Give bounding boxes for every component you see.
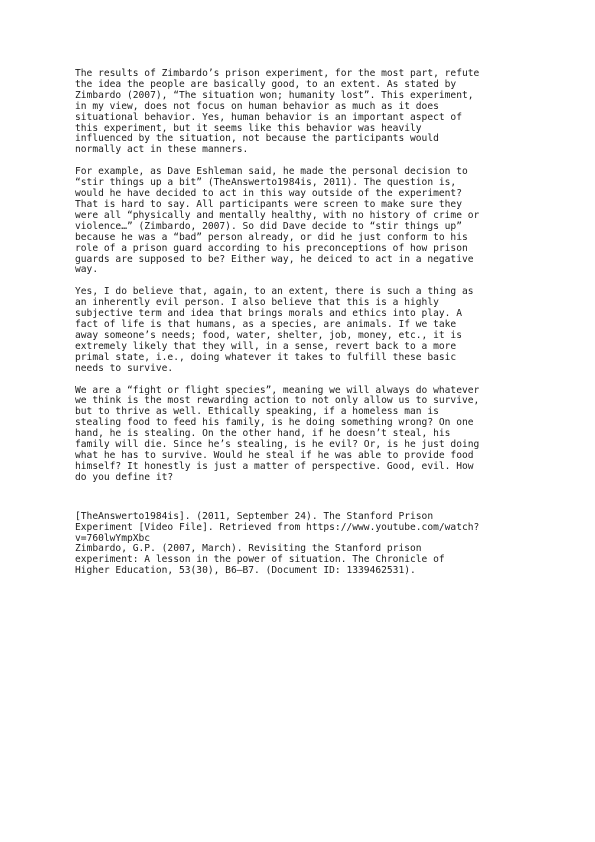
- paragraph-4: We are a “fight or flight species”, meaning we will always do whatever we think is the most rewarding action to not only allow us to survive, but to thrive as well. Ethically speaking, if a homeless man is stealing food to feed his family, is he doing something wrong? On one hand, he is stealing. On the other hand, if he doesn’t steal, his family will die. Since he’s stealing, is he evil? Or, is he just doing what he has to survive. Would he steal if he was able to provide food himself? It honestly is just a matter of perspective. Good, evil. How do you define it?: [75, 384, 480, 483]
- paragraph-2: For example, as Dave Eshleman said, he made the personal decision to “stir things up a bit” (TheAnswerto1984is, 2011). The question is, would he have decided to act in this way outside of the experiment? That is hard to say. All participants were screen to make sure they were all “physically and mentally healthy, with no history of crime or violence…” (Zimbardo, 2007). So did Dave decide to “stir things up” because he was a “bad” person already, or did he just conform to his role of a prison guard according to his preconceptions of how prison guards are supposed to be? Either way, he deiced to act in a negative way.: [75, 166, 480, 276]
- paragraph-1: The results of Zimbardo’s prison experiment, for the most part, refute the idea the people are basically good, to an extent. As stated by Zimbardo (2007), “The situation won; humanity lost”. This experiment, in my view, does not focus on human behavior as much as it does situational behavior. Yes, human behavior is an important aspect of this experiment, but it seems like this behavior was heavily influenced by the situation, not because the participants would normally act in these manners.: [75, 68, 480, 156]
- paragraph-3: Yes, I do believe that, again, to an extent, there is such a thing as an inherently evil person. I also believe that this is a highly subjective term and idea that brings morals and ethics into play. A fact of life is that humans, as a species, are animals. If we take away someone’s needs; food, water, shelter, job, money, etc., it is extremely likely that they will, in a sense, revert back to a more primal state, i.e., doing whatever it takes to fulfill these basic needs to survive.: [75, 286, 474, 374]
- document-body: [75, 69, 525, 577]
- reference-1: [TheAnswerto1984is]. (2011, September 24). The Stanford Prison Experiment [Video File]. Retrieved from https://www.youtube.com/watch? v=760lwYmpXbc: [75, 510, 480, 544]
- reference-2: Zimbardo, G.P. (2007, March). Revisiting the Stanford prison experiment: A lesson in the power of situation. The Chronicle of Higher Education, 53(30), B6–B7. (Document ID: 1339462531).: [75, 543, 445, 577]
- references-section: [75, 512, 525, 577]
